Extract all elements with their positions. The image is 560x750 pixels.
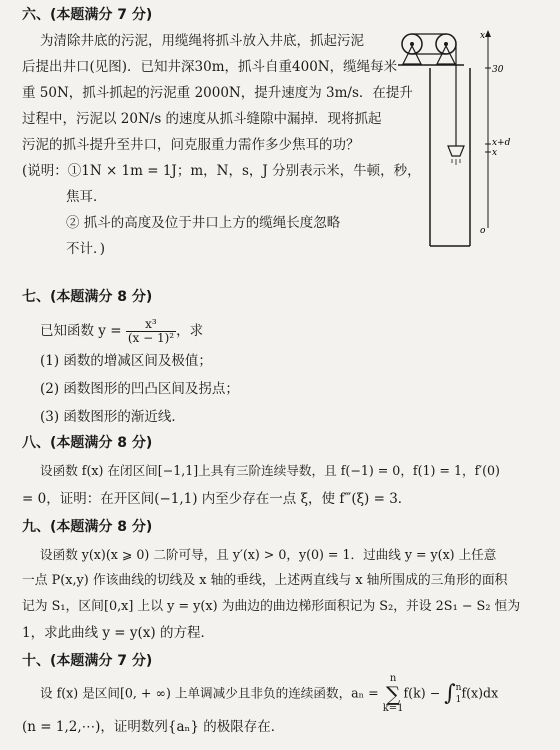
summation-sign: ∑ xyxy=(385,682,401,706)
axis-label-x: x xyxy=(480,31,486,41)
problem9-line: 一点 P(x,y) 作该曲线的切线及 x 轴的垂线，上述两直线与 x 轴所围成的三角形的面积 xyxy=(22,573,508,588)
problem6-line: 重 50N，抓斗抓起的污泥重 2000N，提升速度为 3m/s．在提升 xyxy=(22,85,413,101)
problem8-line: 设函数 f(x) 在闭区间[−1,1]上具有三阶连续导数，且 f(−1) = 0，f(1) = 1，f′(0) xyxy=(40,463,500,478)
problem6-line: 为清除井底的污泥，用缆绳将抓斗放入井底，抓起污泥 xyxy=(40,33,364,49)
well-diagram xyxy=(390,28,510,248)
problem7-intro-pre: 已知函数 y = xyxy=(40,323,126,339)
problem7-intro-post: ，求 xyxy=(176,323,204,339)
axis-label-o: o xyxy=(480,226,486,236)
problem10-heading: 十、(本题满分 7 分) xyxy=(22,653,153,669)
problem6-heading: 六、(本题满分 7 分) xyxy=(22,7,153,23)
problem6-line: 过程中，污泥以 20N/s 的速度从抓斗缝隙中漏掉．现将抓起 xyxy=(22,111,382,127)
summation xyxy=(383,674,404,714)
summation-lower: k=1 xyxy=(382,703,404,714)
integral-body: f(x)dx xyxy=(461,685,499,701)
problem7-item: (2) 函数图形的凹凸区间及拐点； xyxy=(40,381,239,397)
problem9-heading: 九、(本题满分 8 分) xyxy=(22,519,153,535)
problem7-item: (1) 函数的增减区间及极值； xyxy=(40,353,212,369)
grab-bucket xyxy=(448,146,464,156)
axis-label-x2: x xyxy=(492,148,498,158)
problem10-line: (n = 1,2,⋯)，证明数列{aₙ} 的极限存在． xyxy=(22,719,285,735)
summation-upper: n xyxy=(389,673,397,684)
problem9-line: 记为 S₁，区间[0,x] 上以 y = y(x) 为曲边的曲边梯形面积记为 S₂，并设 2S₁ − S₂ 恒为 xyxy=(22,599,521,614)
fraction xyxy=(126,318,176,345)
problem6-note: (说明：①1N × 1m = 1J；m，N，s，J 分别表示米，牛顿，秒， xyxy=(22,163,421,179)
problem7-intro xyxy=(40,316,203,346)
fraction-denominator: (x − 1)² xyxy=(127,331,175,345)
problem9-line: 设函数 y(x)(x ⩾ 0) 二阶可导，且 y′(x) > 0，y(0) = 1．过曲线 y = y(x) 上任意 xyxy=(40,547,497,562)
summation-body: f(k) − xyxy=(403,685,445,701)
problem6-note: 焦耳． xyxy=(66,189,107,205)
problem6-line: 后提出井口(见图)．已知井深30m，抓斗自重400N，缆绳每米 xyxy=(22,59,398,75)
problem10-line xyxy=(40,674,498,714)
fraction-numerator: x³ xyxy=(126,318,176,332)
problem6-note: ② 抓斗的高度及位于井口上方的缆绳长度忽略 xyxy=(66,215,341,231)
axis-label-30: 30 xyxy=(492,65,504,75)
problem8-line: = 0，证明：在开区间(−1,1) 内至少存在一点 ξ，使 f‴(ξ) = 3． xyxy=(22,491,412,507)
problem9-line: 1，求此曲线 y = y(x) 的方程． xyxy=(22,625,214,641)
axis-label-xd: x+d xyxy=(492,138,510,148)
problem7-heading: 七、(本题满分 8 分) xyxy=(22,289,153,305)
problem6-note: 不计．) xyxy=(66,241,106,257)
integral-upper: n xyxy=(455,683,462,693)
problem7-item: (3) 函数图形的渐近线． xyxy=(40,409,185,425)
problem10-intro: 设 f(x) 是区间[0, + ∞) 上单调减少且非负的连续函数，aₙ = xyxy=(40,685,383,701)
integral-sign: ∫ xyxy=(444,681,456,706)
integral-lower: 1 xyxy=(455,695,462,705)
problem8-heading: 八、(本题满分 8 分) xyxy=(22,435,153,451)
problem6-line: 污泥的抓斗提升至井口，问克服重力需作多少焦耳的功？ xyxy=(22,137,360,153)
